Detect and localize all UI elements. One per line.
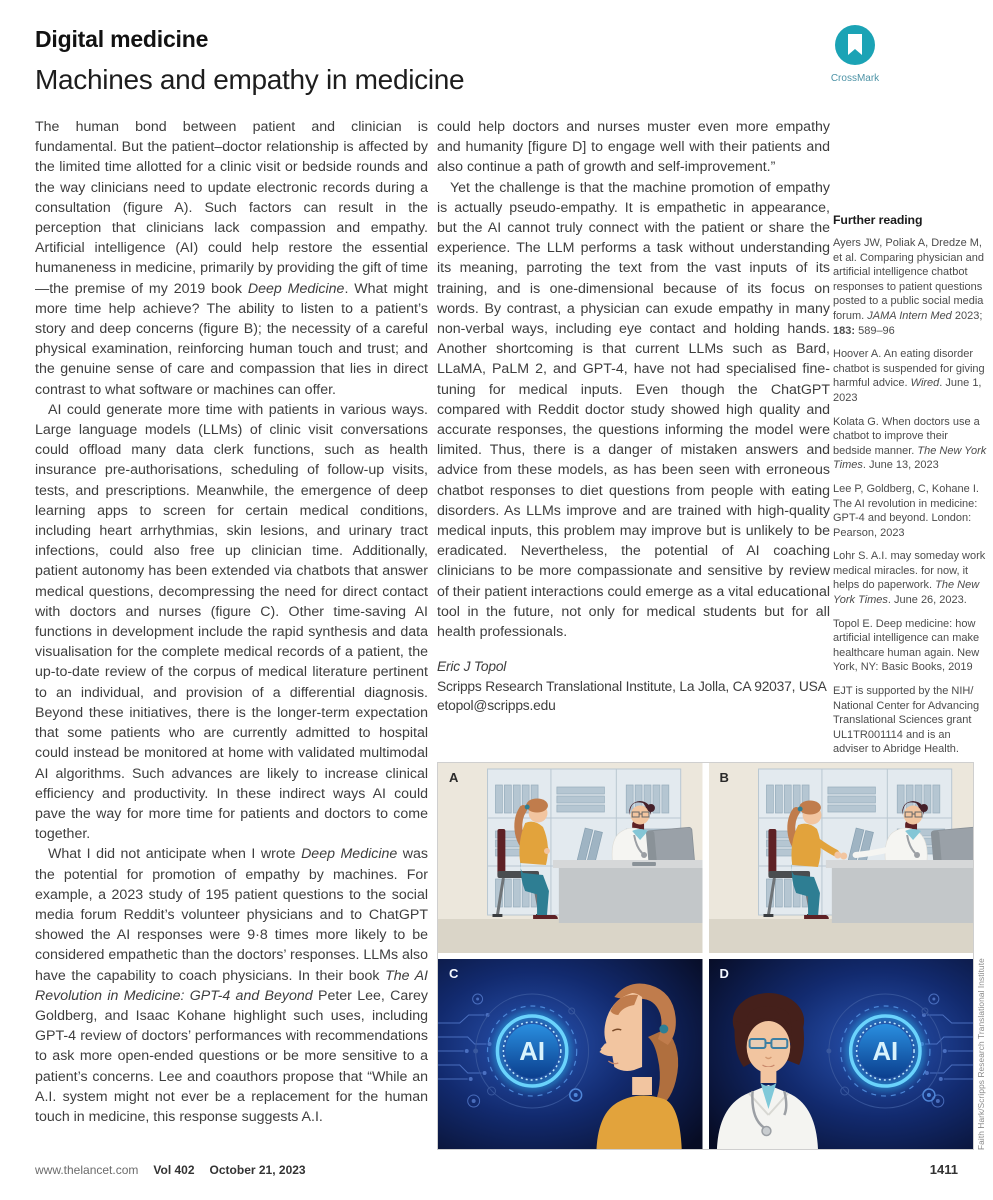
panel-label-b: B [719,770,729,785]
footer-date: October 21, 2023 [209,1163,306,1177]
footer-site-url[interactable]: www.thelancet.com [35,1163,139,1177]
body-paragraph: Yet the challenge is that the machine promotion of empathy is actually pseudo-empathy. It is empathetic in appearance, but the AI cannot truly connect with the patient or share the experience. The LLM performs a task without understanding its meaning, parroting the text from the vast inputs of its training, and is one-dimensional because of its focus on words. By contrast, a physician can exude empathy in many non-verbal ways, including eye contact and holding hands. Another shortcoming is that current LLMs such as Bard, LLaMA, PaLM 2, and GPT-4, have not had specialised fine-tuning for medical inputs. Even though the ChatGPT compared with Reddit doctor study showed high quality and accurate responses, the questions informing the model were limited. Thus, there is a danger of mistaken answers and advice from these models, as has been seen with erroneous chatbot responses to diet questions from people with eating disorders. As LLMs improve and are trained with high-quality medical inputs, this problem may improve but is unlikely to be eradicated. Nevertheless, the potential of AI coaching clinicians to be more compassionate and sensitive by review of their patient interactions could emerge as a vital educational tool in the future, not only for medical students but for all health professionals. [437,179,830,641]
article-kicker: Digital medicine [35,26,209,52]
figure [437,762,974,1150]
crossmark-label: CrossMark [830,73,880,84]
further-reading-item: Lohr S. A.I. may someday work medical miracles. for now, it helps do paperwork. The New York Times. June 26, 2023. [833,550,986,607]
body-paragraph: AI could generate more time with patients in various ways. Large language models (LLMs) of clinic visit conversations could offload many data clerk functions, such as health insurance pre-authorisations, scheduling of follow-up visits, tests, and prescriptions. Meanwhile, the emergence of deep learning apps to screen for certain medical conditions, including heart arrhythmias, skin lesions, and urinary tract infections, could also free up clinician time. Additionally, patient autonomy has been extended via chatbots that answer medical questions, decompressing the need for direct contact with doctors and nurses (figure C). Other time-saving AI functions in development include the rapid synthesis and data visualisation for the complete medical records of a patient, the up-to-date review of the corpus of medical literature pertinent to an individual, and provision of a differential diagnosis. Beyond these initiatives, there is the longer-term expectation that some patients who are currently admitted to hospital could instead be monitored at home with validated multimodal AI algorithms. Such advances are likely to increase clinical efficiency and productivity. In these indirect ways AI could pave the way for more time for patients and doctors to come together. [35,401,428,843]
author-block [437,657,830,716]
crossmark-badge[interactable] [820,24,890,84]
page-title: Machines and empathy in medicine [35,64,465,95]
further-reading-item: Kolata G. When doctors use a chatbot to improve their bedside manner. The New York Times. June 13, 2023 [833,415,987,472]
figure-panel-d [709,959,974,1149]
figure-panel-b [709,763,974,953]
author-affiliation: Scripps Research Translational Institute, La Jolla, CA 92037, USA [437,678,827,694]
footer-volume: Vol 402 [153,1163,195,1177]
further-reading-item: Lee P, Goldberg, C, Kohane I. The AI revolution in medicine: GPT-4 and beyond. London: Pearson, 2023 [833,482,979,539]
body-paragraph: The human bond between patient and clinician is fundamental. But the patient–doctor relationship is affected by the limited time allotted for a clinic visit or bedside rounds and the way clinicians need to update electronic records during a consultation (figure A). Such factors can result in the perception that clinicians lack compassion and empathy. Artificial intelligence (AI) could help restore the essential humaneness in medicine, primarily by providing the gift of time—the premise of my 2019 book Deep Medicine. What might more time help achieve? The ability to listen to a patient’s story and deep concerns (figure B); the necessity of a careful physical examination, reinforcing human touch and trust; and the genuine sense of care and compassion that lies in direct contrast to what software or machines can offer. [35,119,429,398]
further-reading-item: Topol E. Deep medicine: how artificial intelligence can make healthcare human again. New York, NY: Basic Books, 2019 [833,617,980,674]
further-reading-item: Ayers JW, Poliak A, Dredze M, et al. Comparing physician and artificial intelligence chatbot responses to patient questions posted to a public social media forum. JAMA Intern Med 2023; 183: 589–96 [833,237,985,337]
footer [35,1162,958,1177]
figure-panel-c [438,959,703,1149]
further-reading-title: Further reading [833,213,923,227]
figure-panel-a [438,763,703,953]
further-reading [833,213,988,766]
further-reading-item: Hoover A. An eating disorder chatbot is suspended for giving harmful advice. Wired. June 1, 2023 [833,348,985,404]
panel-label-a: A [449,770,459,785]
crossmark-icon [834,24,876,66]
body-paragraph: What I did not anticipate when I wrote Deep Medicine was the potential for promotion of empathy by machines. For example, a 2023 study of 195 patient questions to the social media forum Reddit’s volunteer physicians and to ChatGPT showed the AI responses were 9·8 times more likely to be considered empathetic than the doctors’ responses. LLMs also have the capability to coach physicians. In their book The AI Revolution in Medicine: GPT-4 and Beyond Peter Lee, Carey Goldberg, and Isaac Kohane highlight such uses, including GPT-4 review of doctors’ performances with recommendations to ask more open-ended questions or be more sensitive to a patient’s concerns. Lee and coauthors propose that “While an A.I. system might not ever be a replacement for the human touch in medicine, this response suggests A.I. [35,846,429,1125]
article-column-2 [437,117,830,716]
author-name: Eric J Topol [437,659,507,675]
clinic-scene-handholding-illustration [709,763,974,953]
clinic-scene-typing-illustration [438,763,703,953]
body-paragraph: could help doctors and nurses muster even more empathy and humanity [figure D] to engage well with their patients and also continue a path of growth and self-improvement.” [437,119,830,176]
author-email[interactable]: etopol@scripps.edu [437,698,556,714]
panel-label-c: C [449,966,459,981]
further-reading-item: EJT is supported by the NIH/ National Center for Advancing Translational Sciences grant UL1TR001114 and is an adviser to Abridge Health. [833,685,980,756]
footer-page-number: 1411 [929,1162,958,1177]
doctor-facing-ai-illustration [709,959,974,1149]
panel-label-d: D [719,966,729,981]
article-column-1 [35,117,428,1127]
patient-facing-ai-illustration [438,959,703,1149]
figure-credit: Faith Hark/Scripps Research Translational Institute [976,958,986,1150]
